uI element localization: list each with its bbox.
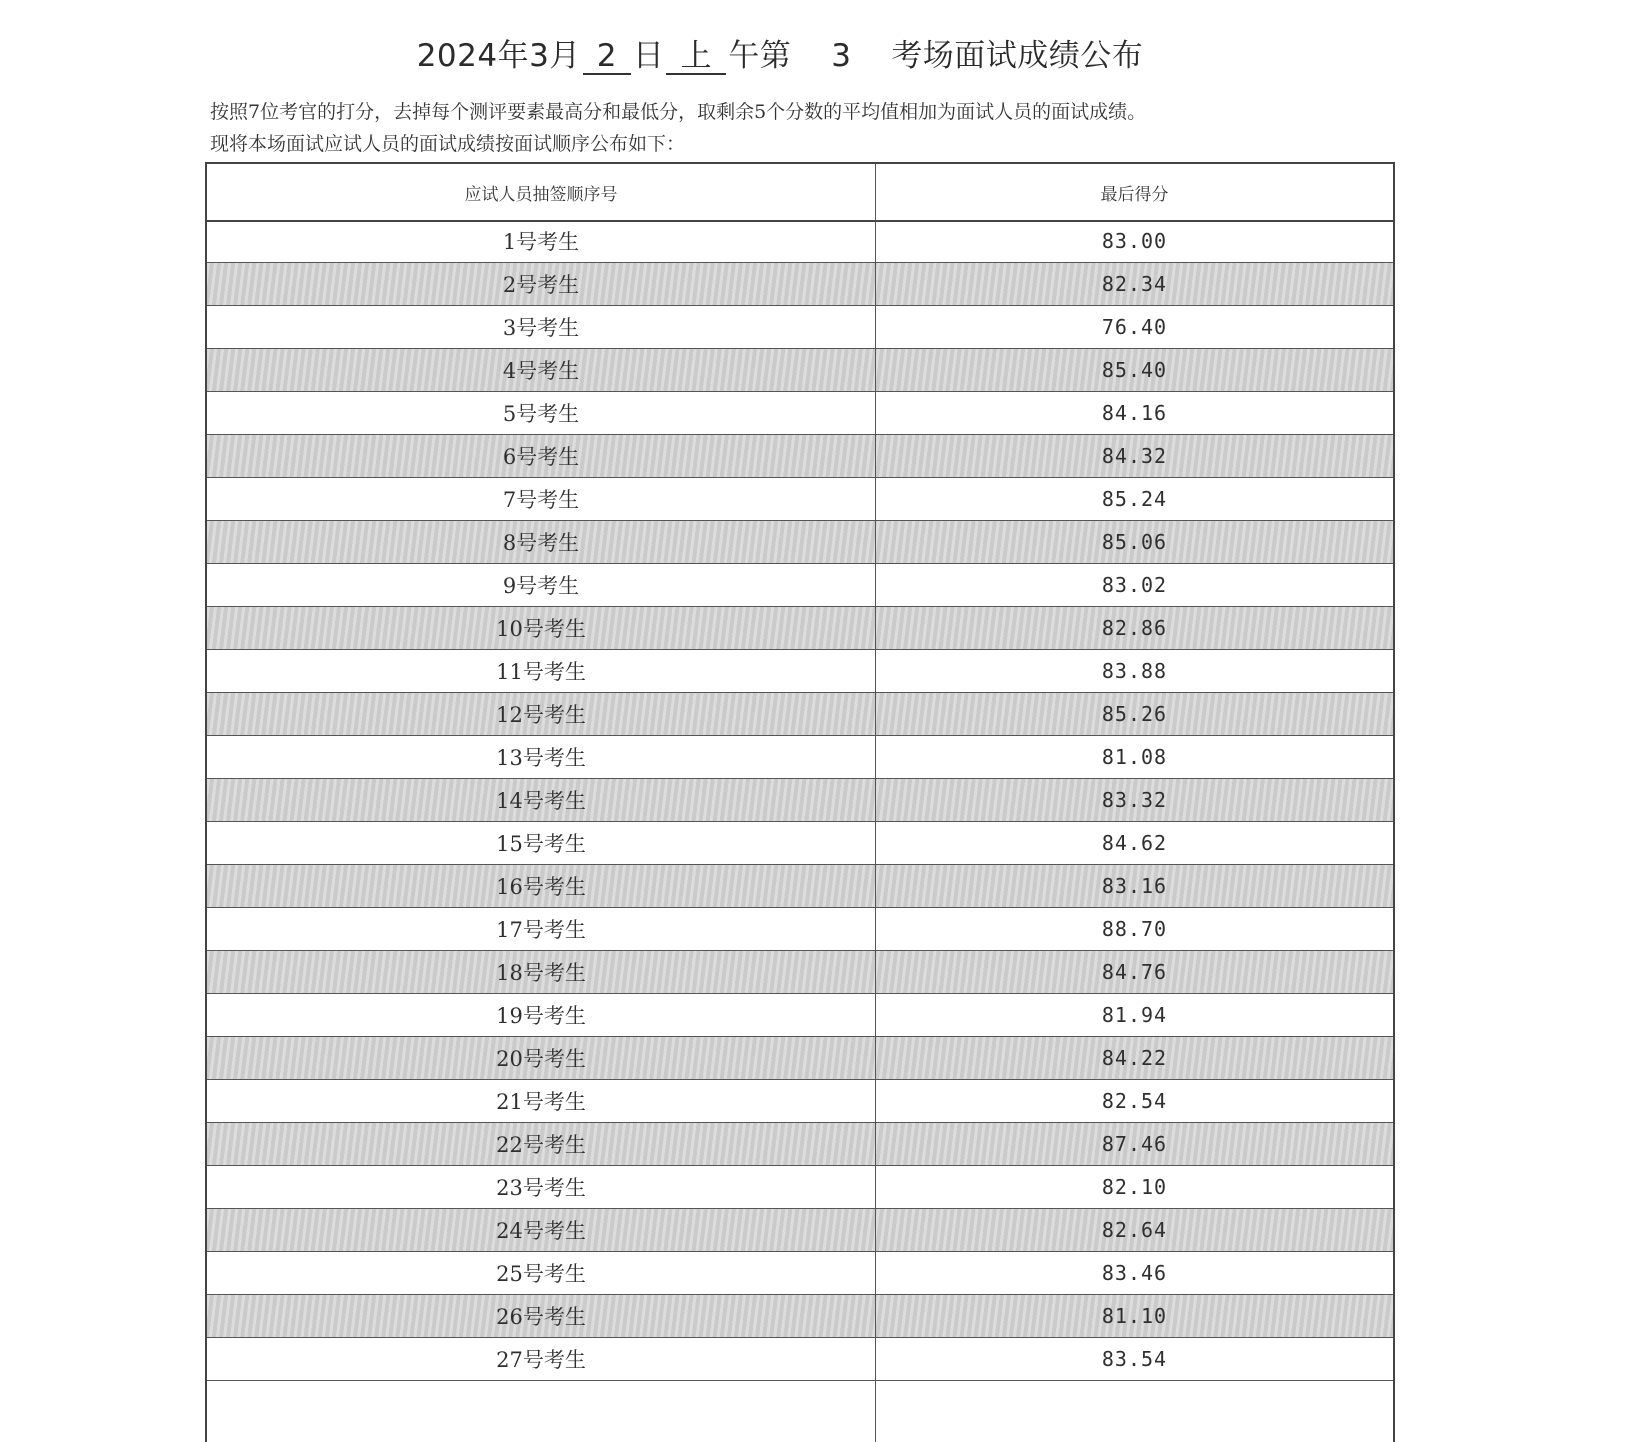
table-row xyxy=(207,951,1393,994)
candidate-cell: 1号考生 xyxy=(502,230,580,254)
score-cell: 85.40 xyxy=(1101,358,1168,382)
description xyxy=(210,96,1146,160)
candidate-cell: 27号考生 xyxy=(496,1348,586,1372)
candidate-cell: 10号考生 xyxy=(496,617,586,641)
candidate-cell: 6号考生 xyxy=(502,445,580,469)
candidate-cell: 17号考生 xyxy=(496,918,586,942)
score-cell: 81.08 xyxy=(1101,745,1168,769)
table-row xyxy=(207,693,1393,736)
score-cell: 82.34 xyxy=(1101,272,1168,296)
table-row xyxy=(207,306,1393,349)
candidate-cell: 11号考生 xyxy=(496,660,586,684)
score-cell: 83.88 xyxy=(1101,659,1168,683)
description-line-2: 现将本场面试应试人员的面试成绩按面试顺序公布如下： xyxy=(210,133,686,155)
candidate-cell: 9号考生 xyxy=(502,574,580,598)
table-row xyxy=(207,521,1393,564)
score-cell: 83.32 xyxy=(1101,788,1168,812)
table-row xyxy=(207,1080,1393,1123)
table-row xyxy=(207,1166,1393,1209)
table-row xyxy=(207,564,1393,607)
score-cell: 85.26 xyxy=(1101,702,1168,726)
candidate-cell: 24号考生 xyxy=(496,1219,586,1243)
score-cell: 83.54 xyxy=(1101,1347,1168,1371)
candidate-cell: 2号考生 xyxy=(502,273,580,297)
score-cell: 84.16 xyxy=(1101,401,1168,425)
score-cell: 81.94 xyxy=(1101,1003,1168,1027)
title-suffix: 考场面试成绩公布 xyxy=(891,38,1144,74)
candidate-cell: 21号考生 xyxy=(496,1090,586,1114)
candidate-cell: 23号考生 xyxy=(496,1176,586,1200)
title-date-prefix: 2024年3月 xyxy=(416,38,581,74)
score-cell: 82.10 xyxy=(1101,1175,1168,1199)
table-row xyxy=(207,779,1393,822)
candidate-cell: 3号考生 xyxy=(502,316,580,340)
score-cell: 76.40 xyxy=(1101,315,1168,339)
column-divider xyxy=(875,164,876,1442)
table-row xyxy=(207,607,1393,650)
table-row xyxy=(207,392,1393,435)
score-cell: 83.00 xyxy=(1101,229,1168,253)
score-cell: 82.86 xyxy=(1101,616,1168,640)
score-table xyxy=(205,162,1395,1442)
candidate-cell: 8号考生 xyxy=(502,531,580,555)
table-row xyxy=(207,220,1393,263)
title-room-number: 3 xyxy=(831,38,852,74)
score-cell: 84.32 xyxy=(1101,444,1168,468)
table-row xyxy=(207,478,1393,521)
score-cell: 85.24 xyxy=(1101,487,1168,511)
table-row xyxy=(207,908,1393,951)
candidate-cell: 13号考生 xyxy=(496,746,586,770)
table-row xyxy=(207,1123,1393,1166)
description-line-1: 按照7位考官的打分，去掉每个测评要素最高分和最低分，取剩余5个分数的平均值相加为面试人员的面试成绩。 xyxy=(210,101,1147,123)
table-row xyxy=(207,1338,1393,1381)
score-cell: 85.06 xyxy=(1101,530,1168,554)
header-score: 最后得分 xyxy=(1100,184,1169,205)
table-header xyxy=(207,164,1393,222)
candidate-cell: 15号考生 xyxy=(496,832,586,856)
candidate-cell: 12号考生 xyxy=(496,703,586,727)
table-row xyxy=(207,1295,1393,1338)
table-row xyxy=(207,994,1393,1037)
table-row xyxy=(207,349,1393,392)
table-row xyxy=(207,822,1393,865)
candidate-cell: 26号考生 xyxy=(496,1305,586,1329)
table-row xyxy=(207,263,1393,306)
score-cell: 84.62 xyxy=(1101,831,1168,855)
table-row xyxy=(207,736,1393,779)
candidate-cell: 19号考生 xyxy=(496,1004,586,1028)
candidate-cell: 16号考生 xyxy=(496,875,586,899)
table-row xyxy=(207,1037,1393,1080)
header-candidate: 应试人员抽签顺序号 xyxy=(464,184,618,205)
table-row xyxy=(207,435,1393,478)
candidate-cell: 20号考生 xyxy=(496,1047,586,1071)
score-cell: 84.22 xyxy=(1101,1046,1168,1070)
title-half-suffix: 午第 xyxy=(728,38,792,74)
table-row xyxy=(207,1209,1393,1252)
table-row xyxy=(207,865,1393,908)
score-cell: 83.02 xyxy=(1101,573,1168,597)
score-cell: 82.54 xyxy=(1101,1089,1168,1113)
candidate-cell: 14号考生 xyxy=(496,789,586,813)
table-row xyxy=(207,1252,1393,1295)
score-cell: 84.76 xyxy=(1101,960,1168,984)
title-day-suffix: 日 xyxy=(632,38,665,74)
score-cell: 88.70 xyxy=(1101,917,1168,941)
candidate-cell: 7号考生 xyxy=(502,488,580,512)
table-row xyxy=(207,650,1393,693)
candidate-cell: 18号考生 xyxy=(496,961,586,985)
score-cell: 83.16 xyxy=(1101,874,1168,898)
candidate-cell: 22号考生 xyxy=(496,1133,586,1157)
title-day: 2 xyxy=(583,40,631,75)
score-cell: 83.46 xyxy=(1101,1261,1168,1285)
table-body xyxy=(207,220,1393,1381)
title-half-day: 上 xyxy=(666,40,726,75)
score-cell: 87.46 xyxy=(1101,1132,1168,1156)
candidate-cell: 4号考生 xyxy=(502,359,580,383)
candidate-cell: 25号考生 xyxy=(496,1262,586,1286)
page-title xyxy=(0,30,1560,75)
score-cell: 82.64 xyxy=(1101,1218,1168,1242)
candidate-cell: 5号考生 xyxy=(502,402,580,426)
score-cell: 81.10 xyxy=(1101,1304,1168,1328)
